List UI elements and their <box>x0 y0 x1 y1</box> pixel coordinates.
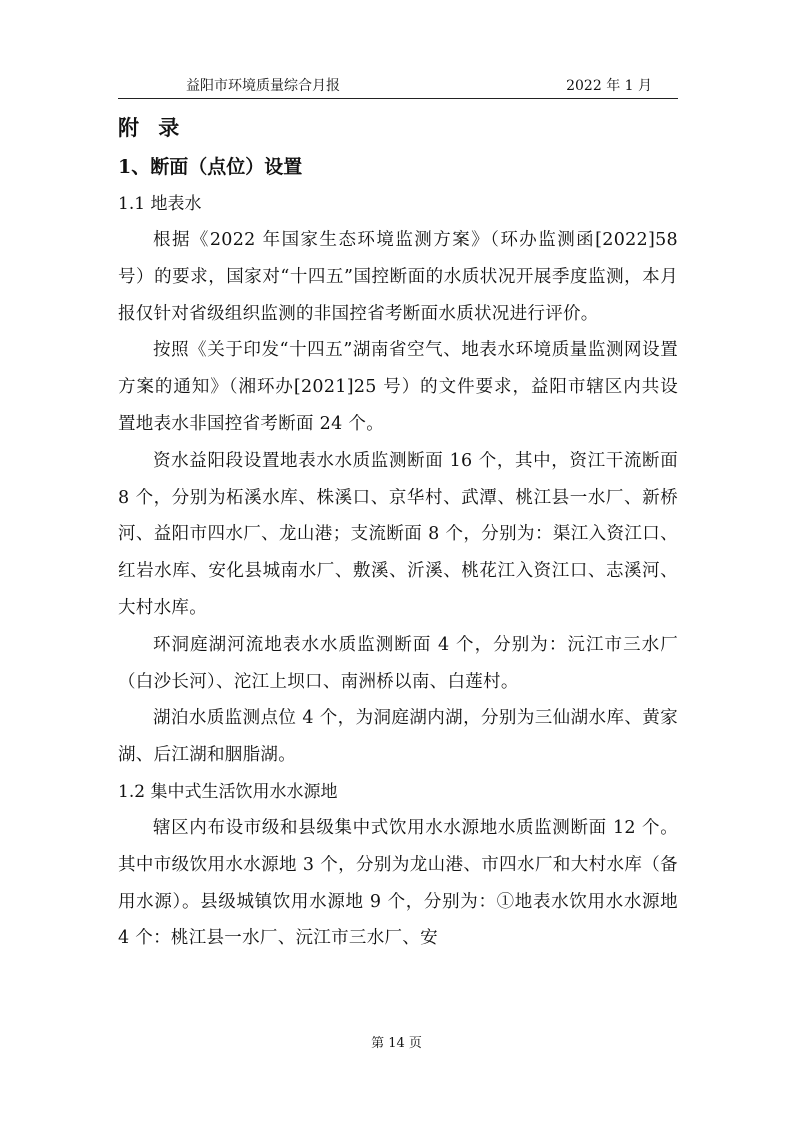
paragraph-monitoring-plan: 根据《2022 年国家生态环境监测方案》（环办监测函[2022]58 号）的要求，国家对“十四五”国控断面的水质状况开展季度监测，本月报仅针对省级组织监测的非国控省考断面水质状况进行评价。 <box>118 230 678 324</box>
report-date: 2022 年 1 月 <box>566 78 652 94</box>
paragraph-zishui-sections: 资水益阳段设置地表水水质监测断面 16 个，其中，资江干流断面 8 个，分别为柘溪水库、株溪口、京华村、武潭、桃江县一水厂、新桥河、益阳市四水厂、龙山港；支流断面 8 个，分别为：渠江入资江口、红岩水库、安化县城南水厂、敷溪、沂溪、桃花江入资江口、志溪河、大村水库。 <box>118 450 678 618</box>
page-header <box>118 74 678 99</box>
page-content <box>118 108 678 957</box>
appendix-heading: 附 录 <box>118 115 186 140</box>
paragraph-network-setup: 按照《关于印发“十四五”湖南省空气、地表水环境质量监测网设置方案的通知》（湘环办[2021]25 号）的文件要求，益阳市辖区内共设置地表水非国控省考断面 24 个。 <box>118 340 678 434</box>
report-title: 益阳市环境质量综合月报 <box>186 78 340 94</box>
paragraph-drinking-water-sources: 辖区内布设市级和县级集中式饮用水水源地水质监测断面 12 个。其中市级饮用水水源地 3 个，分别为龙山港、市四水厂和大村水库（备用水源）。县级城镇饮用水源地 9 个，分别为：①地表水饮用水水源地 4 个：桃江县一水厂、沅江市三水厂、安 <box>118 817 678 949</box>
subsection-heading-surface-water: 1.1 地表水 <box>118 194 202 214</box>
subsection-heading-drinking-water: 1.2 集中式生活饮用水水源地 <box>118 781 338 802</box>
paragraph-dongting-rivers: 环洞庭湖河流地表水水质监测断面 4 个，分别为：沅江市三水厂（白沙长河）、沱江上坝口、南洲桥以南、白莲村。 <box>118 634 678 692</box>
section-heading-settings: 1、断面（点位）设置 <box>118 156 303 178</box>
page-number: 第 14 页 <box>371 1036 422 1051</box>
paragraph-lakes: 湖泊水质监测点位 4 个，为洞庭湖内湖，分别为三仙湖水库、黄家湖、后江湖和胭脂湖。 <box>118 708 678 766</box>
